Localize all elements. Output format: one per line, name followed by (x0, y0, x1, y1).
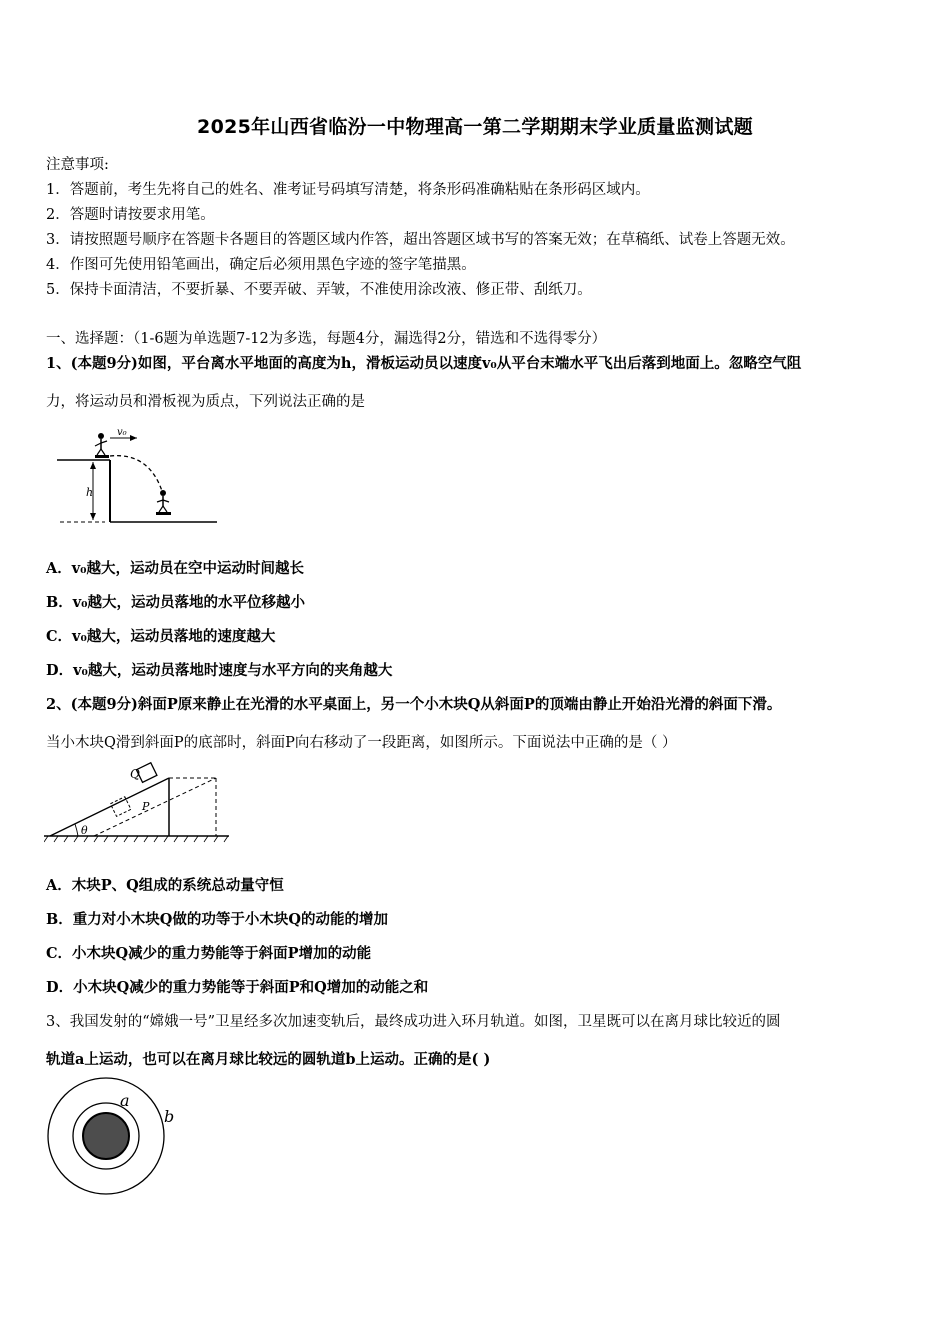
angle-label: θ (81, 824, 88, 837)
page-title: 2025年山西省临汾一中物理高一第二学期期末学业质量监测试题 (197, 116, 753, 138)
question-1-option-a: A．v₀越大，运动员在空中运动时间越长 (46, 560, 305, 577)
question-1-figure (55, 422, 225, 532)
question-1-text: 1、(本题9分)如图，平台离水平地面的高度为h，滑板运动员以速度v₀从平台末端水平飞出后落到地面上。忽略空气阻 (46, 355, 802, 372)
notice-item: 2．答题时请按要求用笔。 (46, 207, 215, 223)
height-label: h (86, 486, 94, 499)
question-2-option-a: A．木块P、Q组成的系统总动量守恒 (46, 877, 284, 894)
section-heading: 一、选择题：（1-6题为单选题7-12为多选，每题4分，漏选得2分，错选和不选得零分） (46, 331, 607, 347)
question-2-option-c: C．小木块Q减少的重力势能等于斜面P增加的动能 (46, 945, 372, 962)
question-1-text-cont: 力，将运动员和滑板视为质点，下列说法正确的是 (46, 394, 365, 410)
question-3-text: 3、我国发射的“嫦娥一号”卫星经多次加速变轨后，最终成功进入环月轨道。如图，卫星既可以在离月球比较近的圆 (46, 1014, 781, 1030)
incline-p-label: P (142, 800, 150, 813)
orbit-b-label: b (164, 1107, 175, 1126)
question-3-text-cont: 轨道a上运动，也可以在离月球比较远的圆轨道b上运动。正确的是( ) (46, 1051, 491, 1068)
question-1-option-b: B．v₀越大，运动员落地的水平位移越小 (46, 594, 306, 611)
notice-item: 1．答题前，考生先将自己的姓名、准考证号码填写清楚，将条形码准确粘贴在条形码区域内。 (46, 182, 650, 198)
question-2-option-b: B．重力对小木块Q做的功等于小木块Q的动能的增加 (46, 911, 389, 928)
question-1-option-c: C．v₀越大，运动员落地的速度越大 (46, 628, 276, 645)
notice-item: 4．作图可先使用铅笔画出，确定后必须用黑色字迹的签字笔描黑。 (46, 257, 476, 273)
notice-heading: 注意事项: (46, 157, 109, 173)
question-3-figure (42, 1076, 192, 1206)
velocity-label: v₀ (117, 427, 127, 438)
block-q-label: Q (130, 767, 140, 781)
orbit-a-label: a (120, 1091, 130, 1110)
notice-item: 3．请按照题号顺序在答题卡各题目的答题区域内作答，超出答题区域书写的答案无效；在草稿纸、试卷上答题无效。 (46, 232, 795, 248)
question-2-text: 2、(本题9分)斜面P原来静止在光滑的水平桌面上，另一个小木块Q从斜面P的顶端由静止开始沿光滑的斜面下滑。 (46, 696, 782, 713)
question-2-option-d: D．小木块Q减少的重力势能等于斜面P和Q增加的动能之和 (46, 979, 429, 996)
question-2-text-cont: 当小木块Q滑到斜面P的底部时，斜面P向右移动了一段距离，如图所示。下面说法中正确的是（ ） (46, 735, 677, 751)
question-1-option-d: D．v₀越大，运动员落地时速度与水平方向的夹角越大 (46, 662, 393, 679)
question-2-figure (44, 760, 234, 846)
notice-item: 5．保持卡面清洁，不要折暴、不要弄破、弄皱，不准使用涂改液、修正带、刮纸刀。 (46, 282, 592, 298)
